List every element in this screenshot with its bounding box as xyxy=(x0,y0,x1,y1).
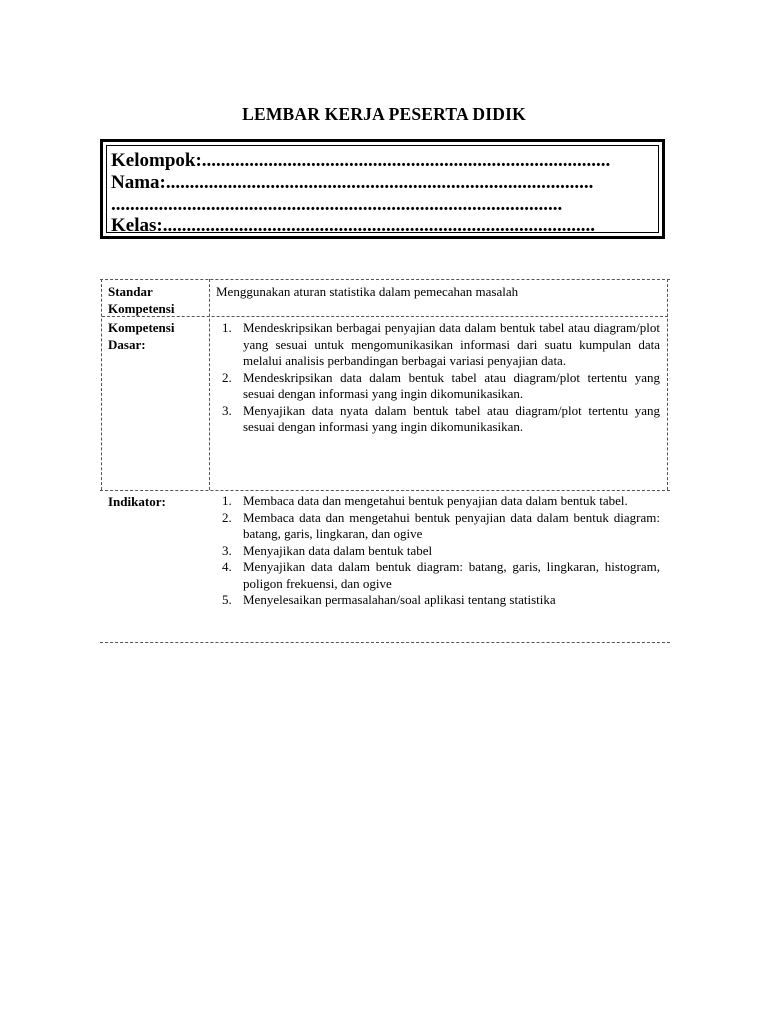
page-title: LEMBAR KERJA PESERTA DIDIK xyxy=(242,104,526,124)
list-item-text: Membaca data dan mengetahui bentuk penyajian data dalam bentuk tabel. xyxy=(243,493,628,508)
list-number: 2. xyxy=(222,509,232,525)
kelompok-field[interactable]: Kelompok:...................................................................................... xyxy=(111,150,611,171)
list-item-text: Membaca data dan mengetahui bentuk penyajian data dalam bentuk diagram: batang, garis, lingkaran, dan ogive xyxy=(243,509,660,541)
standar-kompetensi-text: Menggunakan aturan statistika dalam pemecahan masalah xyxy=(216,284,519,299)
list-number: 5. xyxy=(222,592,232,607)
list-item xyxy=(216,543,660,560)
nama-continuation-line[interactable]: ............................................................................................... xyxy=(111,194,563,215)
list-number: 1. xyxy=(222,493,232,508)
student-identity-box xyxy=(100,139,665,239)
indikator-list xyxy=(216,493,660,609)
list-item xyxy=(216,403,660,436)
kelas-field[interactable]: Kelas:........................................................................................... xyxy=(111,215,595,236)
list-number: 2. xyxy=(222,369,232,385)
list-item xyxy=(216,320,660,370)
list-item xyxy=(216,510,660,543)
table-column-divider xyxy=(209,279,210,490)
competency-table xyxy=(100,279,670,644)
list-item-text: Menyajikan data dalam bentuk diagram: batang, garis, lingkaran, histogram, poligon frekuensi, dan ogive xyxy=(243,559,660,591)
table-left-border xyxy=(101,279,102,490)
list-item xyxy=(216,592,660,609)
table-top-border xyxy=(100,279,670,280)
list-item xyxy=(216,370,660,403)
indikator-label: Indikator: xyxy=(108,494,166,509)
table-right-border xyxy=(667,279,668,490)
list-number: 1. xyxy=(222,320,232,335)
table-bottom-border xyxy=(100,642,670,643)
kompetensi-dasar-label: Kompetensi Dasar: xyxy=(108,320,175,352)
kompetensi-dasar-list xyxy=(216,320,660,436)
nama-field[interactable]: Nama:.......................................................................................... xyxy=(111,172,594,193)
list-item xyxy=(216,559,660,592)
list-item-text: Menyajikan data dalam bentuk tabel xyxy=(243,542,433,558)
list-item xyxy=(216,493,660,510)
list-item-text: Menyajikan data nyata dalam bentuk tabel atau diagram/plot tertentu yang sesuai dengan informasi yang ingin dikomunikasikan. xyxy=(243,402,660,434)
list-item-text: Mendeskripsikan data dalam bentuk tabel atau diagram/plot tertentu yang sesuai dengan informasi yang ingin dikomunikasikan. xyxy=(243,369,660,401)
list-number: 3. xyxy=(222,402,232,418)
list-number: 4. xyxy=(222,559,232,574)
table-row-divider xyxy=(100,490,670,491)
list-item-text: Menyelesaikan permasalahan/soal aplikasi tentang statistika xyxy=(243,592,556,607)
list-item-text: Mendeskripsikan berbagai penyajian data dalam bentuk tabel atau diagram/plot yang sesuai untuk mengomunikasikan informasi dari suatu kumpulan data melalui analisis perbandingan berbagai variasi penyajian data. xyxy=(243,320,660,368)
standar-kompetensi-label: Standar Kompetensi xyxy=(108,284,175,316)
list-number: 3. xyxy=(222,542,232,558)
